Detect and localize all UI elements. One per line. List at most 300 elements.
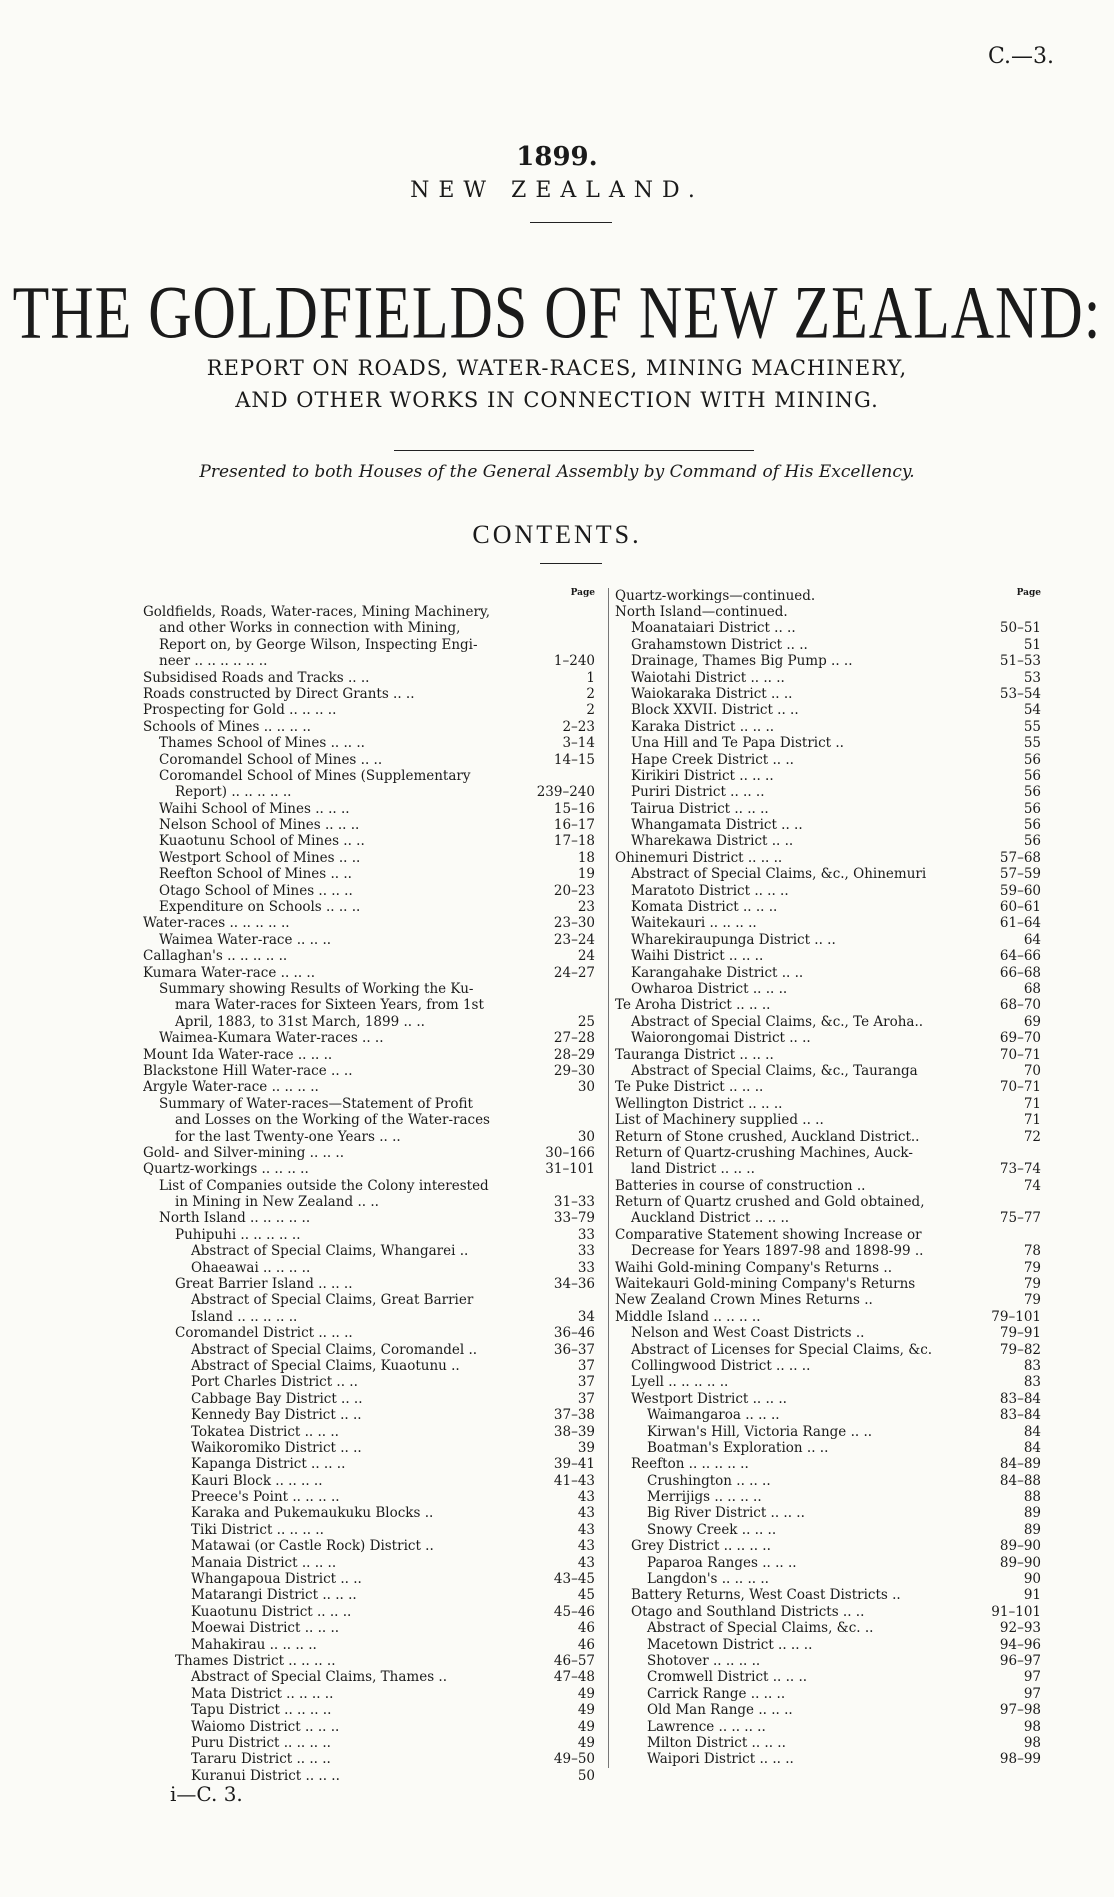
contents-entry [615,1260,1041,1276]
entry-page: 23–24 [553,931,595,948]
contents-entry [615,899,1041,915]
entry-page: 41–43 [553,1472,595,1489]
entry-page: 14–15 [553,751,595,768]
contents-entry [615,883,1041,899]
entry-title: Nelson School of Mines .. .. .. [159,817,360,834]
entry-page: 69 [1023,1013,1041,1030]
contents-entry [615,1079,1041,1095]
entry-title: Langdon's .. .. .. .. [647,1571,769,1588]
contents-entry [615,1440,1041,1456]
entry-title: Komata District .. .. .. [631,899,778,916]
entry-title: for the last Twenty-one Years .. .. [175,1128,401,1145]
entry-title: Te Puke District .. .. .. [615,1079,764,1096]
entry-page: 97 [1023,1669,1041,1686]
entry-page: 38–39 [553,1423,595,1440]
entry-title: Cromwell District .. .. .. [647,1669,808,1686]
entry-page: 94–96 [999,1636,1041,1653]
entry-page: 96–97 [999,1653,1041,1669]
contents-entry [143,1587,595,1603]
entry-title: Karaka and Pukemaukuku Blocks .. [191,1505,434,1522]
entry-page: 98 [1023,1718,1041,1735]
entry-title: Abstract of Special Claims, &c. .. [647,1620,874,1637]
contents-entry [143,1456,595,1472]
entry-title: Schools of Mines .. .. .. .. [143,718,311,735]
entry-page: 68 [1023,980,1041,997]
entry-title: Te Aroha District .. .. .. [615,997,771,1014]
entry-page [529,997,595,1013]
entry-page: 98 [1023,1734,1041,1751]
entry-title: Boatman's Exploration .. .. [647,1439,829,1456]
contents-entry [143,735,595,751]
page-column-label: Page [570,588,595,598]
entry-title: in Mining in New Zealand .. .. [175,1194,379,1211]
entry-title: Merrijigs .. .. .. .. [647,1489,762,1506]
entry-page: 75–77 [999,1210,1041,1227]
entry-title: Abstract of Special Claims, &c., Ohinemuri [631,866,927,883]
contents-entry [615,1751,1041,1767]
entry-title: Abstract of Special Claims, Kuaotunu .. [191,1357,460,1374]
entry-title: North Island .. .. .. .. .. [159,1210,311,1227]
entry-page: 84–88 [999,1472,1041,1489]
entry-title: mara Water-races for Sixteen Years, from 1st [175,997,484,1014]
contents-entry [615,1391,1041,1407]
entry-page: 61–64 [999,915,1041,932]
contents-entry [143,1505,595,1521]
entry-title: Kennedy Bay District .. .. [191,1407,362,1424]
contents-entry [143,637,595,653]
entry-title: Milton District .. .. .. [647,1734,786,1751]
entry-title: Tararu District .. .. .. [191,1751,331,1768]
entry-page: 30 [577,1079,595,1096]
contents-entry [615,981,1041,997]
entry-page: 49–50 [553,1751,595,1768]
contents-entry [143,1210,595,1226]
entry-page: 56 [1023,784,1041,801]
contents-entry [143,1374,595,1390]
entry-page: 55 [1023,718,1041,735]
entry-title: land District .. .. .. [631,1161,755,1178]
entry-title: Kirwan's Hill, Victoria Range .. .. [647,1423,873,1440]
entry-page: 17–18 [553,833,595,850]
entry-page: 90 [1023,1571,1041,1588]
contents-entry [615,604,1041,620]
footer-signature: i—C. 3. [170,1782,243,1806]
entry-title: Callaghan's .. .. .. .. .. [143,948,288,965]
entry-page: 64–66 [999,948,1041,965]
contents-entry [143,997,595,1013]
entry-title: Waitekauri .. .. .. .. [631,915,757,932]
entry-page: 70–71 [999,1079,1041,1096]
entry-title: Waiorongomai District .. .. [631,1030,811,1047]
contents-entry [143,1112,595,1128]
entry-page: 37 [577,1374,595,1391]
entry-title: Drainage, Thames Big Pump .. .. [631,653,853,670]
entry-page: 84 [1023,1423,1041,1440]
entry-page: 1 [586,669,595,686]
contents-entry [143,1669,595,1685]
entry-page: 33 [577,1226,595,1243]
contents-entry [143,866,595,882]
contents-entry [143,1129,595,1145]
entry-page: 51–53 [999,653,1041,670]
entry-title: Blackstone Hill Water-race .. .. [143,1062,353,1079]
subtitle-line-2: AND OTHER WORKS IN CONNECTION WITH MINING. [235,388,879,412]
contents-entry [615,1014,1041,1030]
contents-heading: CONTENTS. [472,520,642,549]
entry-page: 30 [577,1128,595,1145]
entry-title: Auckland District .. .. .. [631,1210,790,1227]
entry-title: Expenditure on Schools .. .. .. [159,899,361,916]
contents-entry [615,1407,1041,1423]
contents-entry [615,1358,1041,1374]
entry-page: 33 [577,1243,595,1260]
contents-entry [615,637,1041,653]
contents-entry [143,768,595,784]
entry-page: 46 [577,1620,595,1637]
contents-entry [143,1014,595,1030]
contents-entry [615,1669,1041,1685]
entry-title: Carrick Range .. .. .. [647,1685,786,1702]
contents-entry [615,1637,1041,1653]
entry-page: 49 [577,1685,595,1702]
entry-page [529,1178,595,1194]
entry-page: 53–54 [999,685,1041,702]
contents-entry [143,1063,595,1079]
entry-title: Old Man Range .. .. .. [647,1702,793,1719]
contents-entry [615,1210,1041,1226]
contents-entry [143,752,595,768]
entry-title: Coromandel School of Mines .. .. [159,751,383,768]
entry-title: Waihi District .. .. .. [631,948,764,965]
entry-page: 23–30 [553,915,595,932]
entry-title: Mata District .. .. .. .. [191,1685,334,1702]
main-title: THE GOLDFIELDS OF NEW ZEALAND: [12,271,1102,354]
contents-entry [615,1686,1041,1702]
entry-page: 79 [1023,1259,1041,1276]
entry-title: Preece's Point .. .. .. .. [191,1489,340,1506]
entry-page: 56 [1023,767,1041,784]
entry-title: Cabbage Bay District .. .. [191,1390,363,1407]
entry-page: 43 [577,1505,595,1522]
entry-page [975,604,1041,620]
contents-entry [143,686,595,702]
contents-entry [615,1735,1041,1751]
contents-entry [143,801,595,817]
contents-entry [615,1096,1041,1112]
contents-entry [615,735,1041,751]
contents-entry [615,620,1041,636]
contents-entry [615,850,1041,866]
entry-page [529,768,595,784]
entry-title: Report on, by George Wilson, Inspecting Engi- [159,636,478,653]
entry-page: 2 [586,702,595,719]
entry-page: 56 [1023,817,1041,834]
entry-title: Abstract of Special Claims, &c., Tauranga [631,1062,918,1079]
entry-page: 71 [1023,1095,1041,1112]
entry-page: 79–82 [999,1341,1041,1358]
contents-entry [143,850,595,866]
entry-page [529,620,595,636]
entry-page [529,1096,595,1112]
entry-page: 78 [1023,1243,1041,1260]
entry-title: Waihi School of Mines .. .. .. [159,800,350,817]
contents-left-column [143,588,595,1784]
contents-entry [143,719,595,735]
entry-page: 73–74 [999,1161,1041,1178]
entry-title: Wharekawa District .. .. [631,833,794,850]
entry-page: 46 [577,1636,595,1653]
contents-entry [143,965,595,981]
entry-page: 43 [577,1521,595,1538]
entry-title: Battery Returns, West Coast Districts .. [631,1587,901,1604]
contents-entry [143,1194,595,1210]
divider [394,450,754,451]
entry-page: 2 [586,685,595,702]
entry-page: 92–93 [999,1620,1041,1637]
entry-page: 43–45 [553,1571,595,1588]
entry-page: 83 [1023,1374,1041,1391]
entry-page: 89–90 [999,1538,1041,1555]
entry-page: 74 [1023,1177,1041,1194]
entry-page: 23 [577,899,595,916]
entry-title: April, 1883, to 31st March, 1899 .. .. [175,1013,425,1030]
entry-page: 1–240 [553,653,595,670]
entry-title: Block XXVII. District .. .. [631,702,799,719]
contents-entry [143,981,595,997]
entry-page: 45 [577,1587,595,1604]
entry-page: 72 [1023,1128,1041,1145]
entry-page: 79 [1023,1276,1041,1293]
entry-page: 91–101 [991,1603,1041,1620]
entry-page: 39 [577,1439,595,1456]
entry-page [529,1112,595,1128]
entry-title: Summary showing Results of Working the Ku- [159,980,474,997]
entry-page: 84 [1023,1439,1041,1456]
entry-title: Hape Creek District .. .. [631,751,794,768]
entry-page [529,981,595,997]
entry-title: Tairua District .. .. .. [631,800,769,817]
contents-entry [615,752,1041,768]
contents-entry [615,915,1041,931]
contents-entry [143,1604,595,1620]
entry-title: Kapanga District .. .. .. [191,1456,346,1473]
entry-page: 51 [1023,636,1041,653]
entry-page: 43 [577,1489,595,1506]
entry-page: 83–84 [999,1407,1041,1424]
entry-page: 36–37 [553,1341,595,1358]
contents-entry [615,1555,1041,1571]
contents-entry [143,1276,595,1292]
contents-entry [615,1571,1041,1587]
entry-title: Batteries in course of construction .. [615,1177,866,1194]
entry-title: Waiomo District .. .. .. [191,1718,340,1735]
contents-entry [143,1686,595,1702]
entry-title: Grahamstown District .. .. [631,636,808,653]
entry-title: List of Machinery supplied .. .. [615,1112,824,1129]
entry-title: Thames District .. .. .. .. [175,1653,336,1669]
contents-entry [143,948,595,964]
contents-entry [143,1407,595,1423]
contents-entry [143,1391,595,1407]
entry-page: 68–70 [999,997,1041,1014]
entry-title: Abstract of Special Claims, Whangarei .. [191,1243,469,1260]
contents-entry [143,1522,595,1538]
entry-title: Whangamata District .. .. [631,817,803,834]
entry-title: Abstract of Special Claims, Thames .. [191,1669,448,1686]
contents-entry [143,1555,595,1571]
contents-entry [143,1702,595,1718]
entry-title: Moanataiari District .. .. [631,620,796,637]
entry-page: 83 [1023,1357,1041,1374]
entry-page: 34–36 [553,1276,595,1293]
contents-entry [615,702,1041,718]
entry-page: 33–79 [553,1210,595,1227]
contents-entry [615,948,1041,964]
entry-page: 57–59 [999,866,1041,883]
contents-entry [615,801,1041,817]
contents-entry [143,817,595,833]
entry-title: Abstract of Special Claims, &c., Te Aroha.. [631,1013,924,1030]
contents-entry [143,604,595,620]
entry-page: 64 [1023,931,1041,948]
entry-title: Kirikiri District .. .. .. [631,767,774,784]
entry-page: 89 [1023,1521,1041,1538]
right-column-header [615,588,1041,604]
entry-page: 71 [1023,1112,1041,1129]
entry-title: Roads constructed by Direct Grants .. .. [143,685,415,702]
entry-title: Abstract of Special Claims, Great Barrier [191,1292,474,1309]
entry-title: Paparoa Ranges .. .. .. [647,1554,797,1571]
contents-entry [615,1505,1041,1521]
contents-entry [143,899,595,915]
entry-page: 34 [577,1308,595,1325]
entry-page: 15–16 [553,800,595,817]
contents-entry [143,653,595,669]
contents-entry [615,1374,1041,1390]
entry-title: Kuaotunu District .. .. .. [191,1603,352,1620]
contents-entry [615,1178,1041,1194]
entry-page [975,1194,1041,1210]
contents-entry [143,1260,595,1276]
entry-page: 91 [1023,1587,1041,1604]
entry-title: Report) .. .. .. .. .. [175,784,292,801]
entry-title: Lyell .. .. .. .. .. [631,1374,729,1391]
contents-entry [615,1424,1041,1440]
contents-entry [615,833,1041,849]
entry-page: 70–71 [999,1046,1041,1063]
entry-title: Otago and Southland Districts .. .. [631,1603,865,1620]
contents-entry [143,1161,595,1177]
entry-title: Kuranui District .. .. .. [191,1767,340,1784]
entry-title: Waitekauri Gold-mining Company's Returns [615,1276,916,1293]
contents-entry [615,1587,1041,1603]
entry-title: Tauranga District .. .. .. [615,1046,774,1063]
entry-title: Decrease for Years 1897-98 and 1898-99 .. [631,1243,924,1260]
contents-entry [615,1604,1041,1620]
entry-title: Abstract of Special Claims, Coromandel .. [191,1341,478,1358]
entry-title: Waimangaroa .. .. .. [647,1407,780,1424]
divider [540,563,602,564]
entry-page: 60–61 [999,899,1041,916]
entry-page: 239–240 [536,784,595,801]
contents-entry [143,1424,595,1440]
entry-title: Maratoto District .. .. .. [631,882,789,899]
entry-page: 49 [577,1734,595,1751]
entry-title: Return of Quartz crushed and Gold obtained, [615,1194,925,1211]
entry-title: Collingwood District .. .. .. [631,1357,811,1374]
contents-entry [615,1325,1041,1341]
entry-page: 43 [577,1538,595,1555]
entry-page: 47–48 [553,1669,595,1686]
contents-entry [143,1096,595,1112]
contents-entry [615,1522,1041,1538]
entry-title: Goldfields, Roads, Water-races, Mining Machinery, [143,604,491,620]
entry-page: 89–90 [999,1554,1041,1571]
contents-entry [615,1473,1041,1489]
contents-entry [615,1047,1041,1063]
entry-page: 98–99 [999,1751,1041,1768]
entry-title: Big River District .. .. .. [647,1505,805,1522]
contents-entry [143,1751,595,1767]
contents-entry [615,1145,1041,1161]
country: NEW ZEALAND. [410,178,704,203]
entry-page: 37 [577,1390,595,1407]
contents-entry [143,1358,595,1374]
entry-title: Mahakirau .. .. .. .. [191,1636,317,1653]
entry-title: Ohaeawai .. .. .. .. [191,1259,311,1276]
contents-entry [143,784,595,800]
contents-entry [143,1243,595,1259]
contents-entry [143,1292,595,1308]
entry-title: Matawai (or Castle Rock) District .. [191,1538,434,1555]
entry-page: 33 [577,1259,595,1276]
entry-title: Ohinemuri District .. .. .. [615,849,783,866]
contents-entry [143,702,595,718]
entry-title: Snowy Creek .. .. .. [647,1521,777,1538]
contents-entry [615,1292,1041,1308]
contents-entry [143,1309,595,1325]
entry-page: 37 [577,1357,595,1374]
entry-title: Thames School of Mines .. .. .. [159,735,365,752]
entry-page: 16–17 [553,817,595,834]
entry-title: Return of Quartz-crushing Machines, Auck- [615,1144,913,1161]
divider [530,222,612,223]
entry-title: Crushington .. .. .. [647,1472,771,1489]
contents-entry [615,965,1041,981]
entry-title: Kauri Block .. .. .. .. [191,1472,323,1489]
entry-page: 36–46 [553,1325,595,1342]
contents-entry [143,1637,595,1653]
entry-title: Otago School of Mines .. .. .. [159,882,353,899]
entry-page: 3–14 [562,735,595,752]
contents-entry [143,1440,595,1456]
entry-title: Reefton .. .. .. .. .. [631,1456,749,1473]
entry-title: Waiotahi District .. .. .. [631,669,785,686]
entry-title: Macetown District .. .. .. [647,1636,813,1653]
contents-entry [615,1456,1041,1472]
entry-page [529,1292,595,1308]
contents-entry [143,1620,595,1636]
entry-page: 31–33 [553,1194,595,1211]
entry-title: Waimea Water-race .. .. .. [159,931,332,948]
entry-title: Wellington District .. .. .. [615,1095,783,1112]
entry-title: Whangapoua District .. .. [191,1571,362,1588]
contents-entry [615,1194,1041,1210]
entry-title: Comparative Statement showing Increase or [615,1226,922,1243]
contents-entry [615,1227,1041,1243]
entry-title: Middle Island .. .. .. .. [615,1308,761,1325]
contents-entry [615,784,1041,800]
